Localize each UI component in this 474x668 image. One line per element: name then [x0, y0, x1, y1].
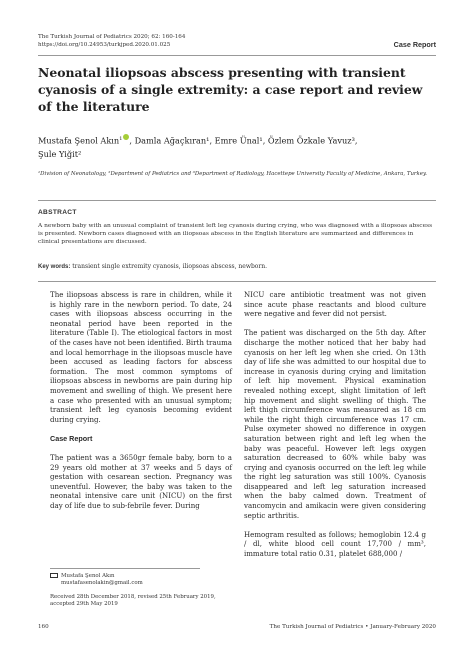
affiliations: ¹Division of Neonatology, ²Department of Pediatrics and ³Department of Radiology, Hacettepe University Faculty of Medicine, Ankara, Turkey.	[38, 171, 427, 177]
received-revised-dates: Received 28th December 2018, revised 25th February 2019,	[50, 594, 216, 600]
keywords	[38, 263, 436, 271]
last-author: Şule Yiğit²	[38, 148, 82, 159]
introduction-paragraph: The iliopsoas abscess is rare in children, while it is highly rare in the newborn period. To date, 24 cases with iliopsoas abscess occurring in the neonatal period have been reported in the literature (Table I). The etiological factors in most of the cases have not been identified. Birth trauma and local hemorrhage in the iliopsoas muscle have been accused as leading factors for abscess formation. The most common symptoms of iliopsoas abscess in newborns are pain during hip movement and swelling of thigh. We present here a case who presented with an unusual symptom; transient left leg cyanosis becoming evident during crying.	[50, 290, 232, 424]
journal-info	[38, 34, 185, 49]
page-header	[38, 34, 436, 49]
section-heading-case-report: Case Report	[50, 433, 93, 443]
first-author-affiliation: 1	[119, 136, 123, 142]
article-dates	[50, 594, 232, 608]
discharge-paragraph: The patient was discharged on the 5th day. After discharge the mother noticed that her baby had cyanosis on her left leg when she cried. On 13th day of life she was admitted to our hospital due to increase in cyanosis during crying and limitation of left hip movement. Physical examination revealed nothing except, slight limitation of left hip movement and slight swelling of thigh. The left thigh circumference was measured as 18 cm while the right thigh circumference was 17 cm. Pulse oxymeter showed no difference in oxygen saturation between right and left leg when the baby was peaceful. However left legs oxygen saturation decreased to 60% while baby was crying and cyanosis occurred on the left leg while the right leg saturation was still 100%. Cyanosis disappeared and left leg saturation increased when the baby calmed down. Treatment of vancomycin and amikacin were given considering septic arthritis.	[244, 328, 426, 520]
keywords-label: Key words:	[38, 264, 71, 270]
nicu-paragraph: NICU care antibiotic treatment was not given since acute phase reactants and blood culture were negative and fever did not persist.	[244, 290, 426, 319]
case-report-paragraph: The patient was a 3650gr female baby, born to a 29 years old mother at 37 weeks and 5 days of gestation with cesarean section. Pregnancy was uneventful. However, the baby was taken to the neonatal intensive care unit (NICU) on the first day of life due to sub-febrile fever. During	[50, 453, 232, 511]
correspondence-email[interactable]: mustafasenolakin@gmail.com	[61, 580, 143, 587]
correspondence-name: Mustafa Şenol Akın	[61, 573, 115, 579]
abstract-text: A newborn baby with an unusual complaint of transient left leg cyanosis during crying, who was diagnosed with a iliopsoas abscess is presented. Newborn cases diagnosed with an iliopsoas abscess in the English literature are summarized and differences in clinical presentations are discussed.	[38, 223, 433, 245]
article-type-label: Case Report	[393, 40, 436, 50]
article-title: Neonatal iliopsoas abscess presenting with transient cyanosis of a single extremity: a case report and review of the literature	[38, 65, 423, 114]
header-divider	[38, 55, 436, 56]
author-list	[38, 133, 436, 161]
envelope-icon	[50, 573, 58, 578]
first-author: Mustafa Şenol Akın	[38, 135, 120, 146]
co-authors: , Damla Ağaçkıran¹, Emre Ünal¹, Özlem Özkale Yavuz³,	[129, 135, 358, 146]
accepted-date: accepted 29th May 2019	[50, 601, 118, 608]
doi-link[interactable]: https://doi.org/10.24953/turkjped.2020.01.025	[38, 41, 171, 48]
footer-journal: The Turkish Journal of Pediatrics • January-February 2020	[269, 624, 436, 630]
abstract-divider	[38, 200, 436, 201]
hemogram-paragraph: Hemogram resulted as follows; hemoglobin 12.4 g / dl, white blood cell count 17,700 / mm³, immature total ratio 0.31, platelet 688,000 /	[244, 529, 426, 559]
right-column	[244, 290, 426, 568]
correspondence-divider	[50, 568, 200, 569]
abstract-heading: ABSTRACT	[38, 209, 77, 216]
left-column	[50, 290, 232, 520]
correspondence	[50, 568, 232, 587]
keywords-list: transient single extremity cyanosis, iliopsoas abscess, newborn.	[72, 263, 268, 270]
journal-citation: The Turkish Journal of Pediatrics 2020; 62: 160-164	[38, 34, 186, 40]
page-footer	[38, 624, 436, 630]
body-divider	[38, 281, 436, 282]
page-number: 160	[38, 624, 49, 630]
